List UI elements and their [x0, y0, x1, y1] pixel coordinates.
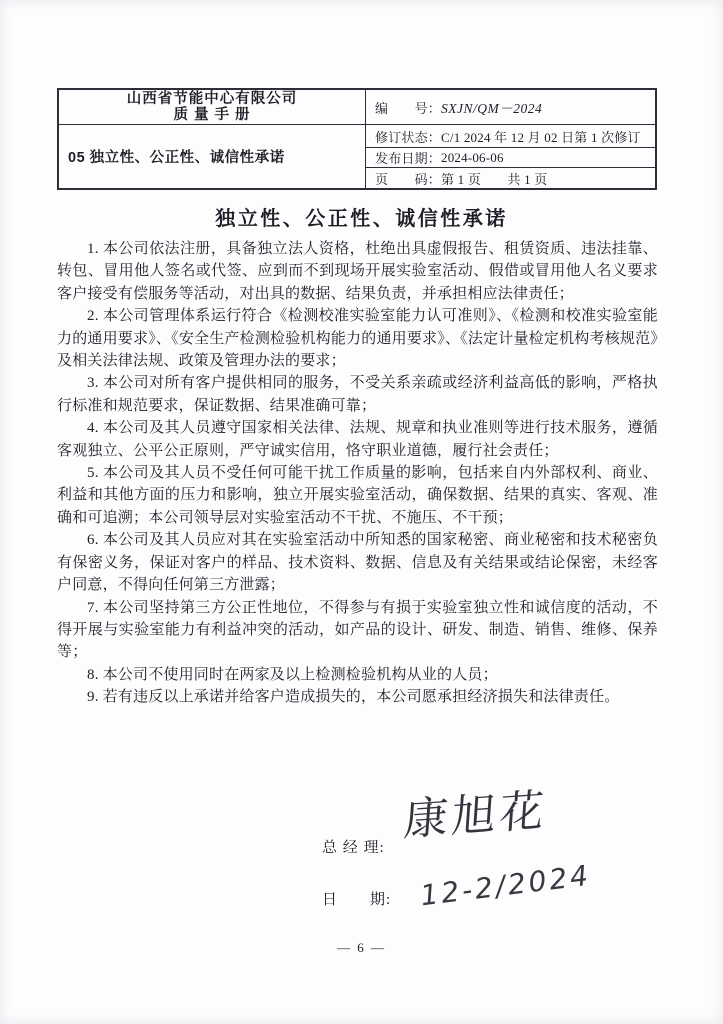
- commitment-paragraph-7: 7. 本公司坚持第三方公正性地位，不得参与有损于实验室独立性和诚信度的活动，不得开展与实验室能力有利益冲突的活动，如产品的设计、研发、制造、销售、维修、保养等；: [57, 599, 658, 661]
- company-title-cell: [59, 90, 366, 125]
- date-label: 日 期:: [322, 892, 392, 908]
- handwritten-signature: 康旭花: [402, 784, 550, 847]
- document-title: 独立性、公正性、诚信性承诺: [215, 208, 508, 230]
- handwritten-date: 12-2/2024: [418, 858, 593, 913]
- issue-date-cell: [366, 148, 655, 168]
- doc-number-label: 编 号：: [375, 100, 442, 116]
- commitment-paragraph-5: 5. 本公司及其人员不受任何可能干扰工作质量的影响，包括来自内外部权利、商业、利益和其他方面的压力和影响，独立开展实验室活动，确保数据、结果的真实、客观、准确和可追溯；本公司领导层对实验室活动不干扰、不施压、不干预；: [57, 465, 658, 526]
- page-code-cell: [366, 168, 655, 188]
- revision-label: 修订状态：: [375, 129, 442, 145]
- general-manager-label: 总 经 理:: [322, 840, 385, 856]
- issue-date-label: 发布日期：: [375, 151, 442, 166]
- commitment-paragraph-9: 9. 若有违反以上承诺并给客户造成损失的，本公司愿承担经济损失和法律责任。: [87, 689, 620, 706]
- doc-number-cell: [366, 90, 655, 125]
- commitment-body: [57, 238, 658, 709]
- commitment-paragraph-3: 3. 本公司对所有客户提供相同的服务，不受关系亲疏或经济利益高低的影响，严格执行标准和规范要求，保证数据、结果准确可靠；: [57, 375, 658, 414]
- revision-value: C/1 2024 年 12 月 02 日第 1 次修订: [441, 129, 641, 145]
- commitment-paragraph-8: 8. 本公司不使用同时在两家及以上检测检验机构从业的人员；: [87, 666, 498, 683]
- issue-date-value: 2024-06-06: [441, 149, 504, 165]
- page-label: 页 码：: [375, 171, 442, 187]
- commitment-paragraph-6: 6. 本公司及其人员应对其在实验室活动中所知悉的国家秘密、商业秘密和技术秘密负有保密义务，保证对客户的样品、技术资料、数据、信息及有关结果或结论保密，未经客户同意，不得向任何第三方泄露；: [57, 532, 658, 594]
- company-name: 山西省节能中心有限公司: [126, 90, 298, 107]
- commitment-paragraph-1: 1. 本公司依法注册，具备独立法人资格，杜绝出具虚假报告、租赁资质、违法挂靠、转包、冒用他人签名或代签、应到而不到现场开展实验室活动、假借或冒用他人名义要求客户接受有偿服务等活动，对出具的数据、结果负责，并承担相应法律责任；: [57, 241, 658, 302]
- section-title-cell: [59, 125, 366, 188]
- header-table: [57, 88, 657, 190]
- page-value: 第 1 页 共 1 页: [441, 171, 548, 187]
- doc-number-value: SXJN/QM－2024: [441, 101, 543, 116]
- section-title: 05 独立性、公正性、诚信性承诺: [68, 150, 285, 166]
- manual-title: 质 量 手 册: [173, 107, 251, 123]
- revision-status-cell: [366, 125, 655, 148]
- commitment-paragraph-2: 2. 本公司管理体系运行符合《检测校准实验室能力认可准则》、《检测和校准实验室能力的通用要求》、《安全生产检测检验机构能力的通用要求》、《法定计量检定机构考核规范》及相关法律法规、政策及管理办法的要求；: [57, 308, 658, 370]
- commitment-paragraph-4: 4. 本公司及其人员遵守国家相关法律、法规、规章和执业准则等进行技术服务，遵循客观独立、公平公正原则，严守诚实信用，恪守职业道德，履行社会责任；: [57, 420, 658, 459]
- footer-page-number: — 6 —: [337, 940, 386, 955]
